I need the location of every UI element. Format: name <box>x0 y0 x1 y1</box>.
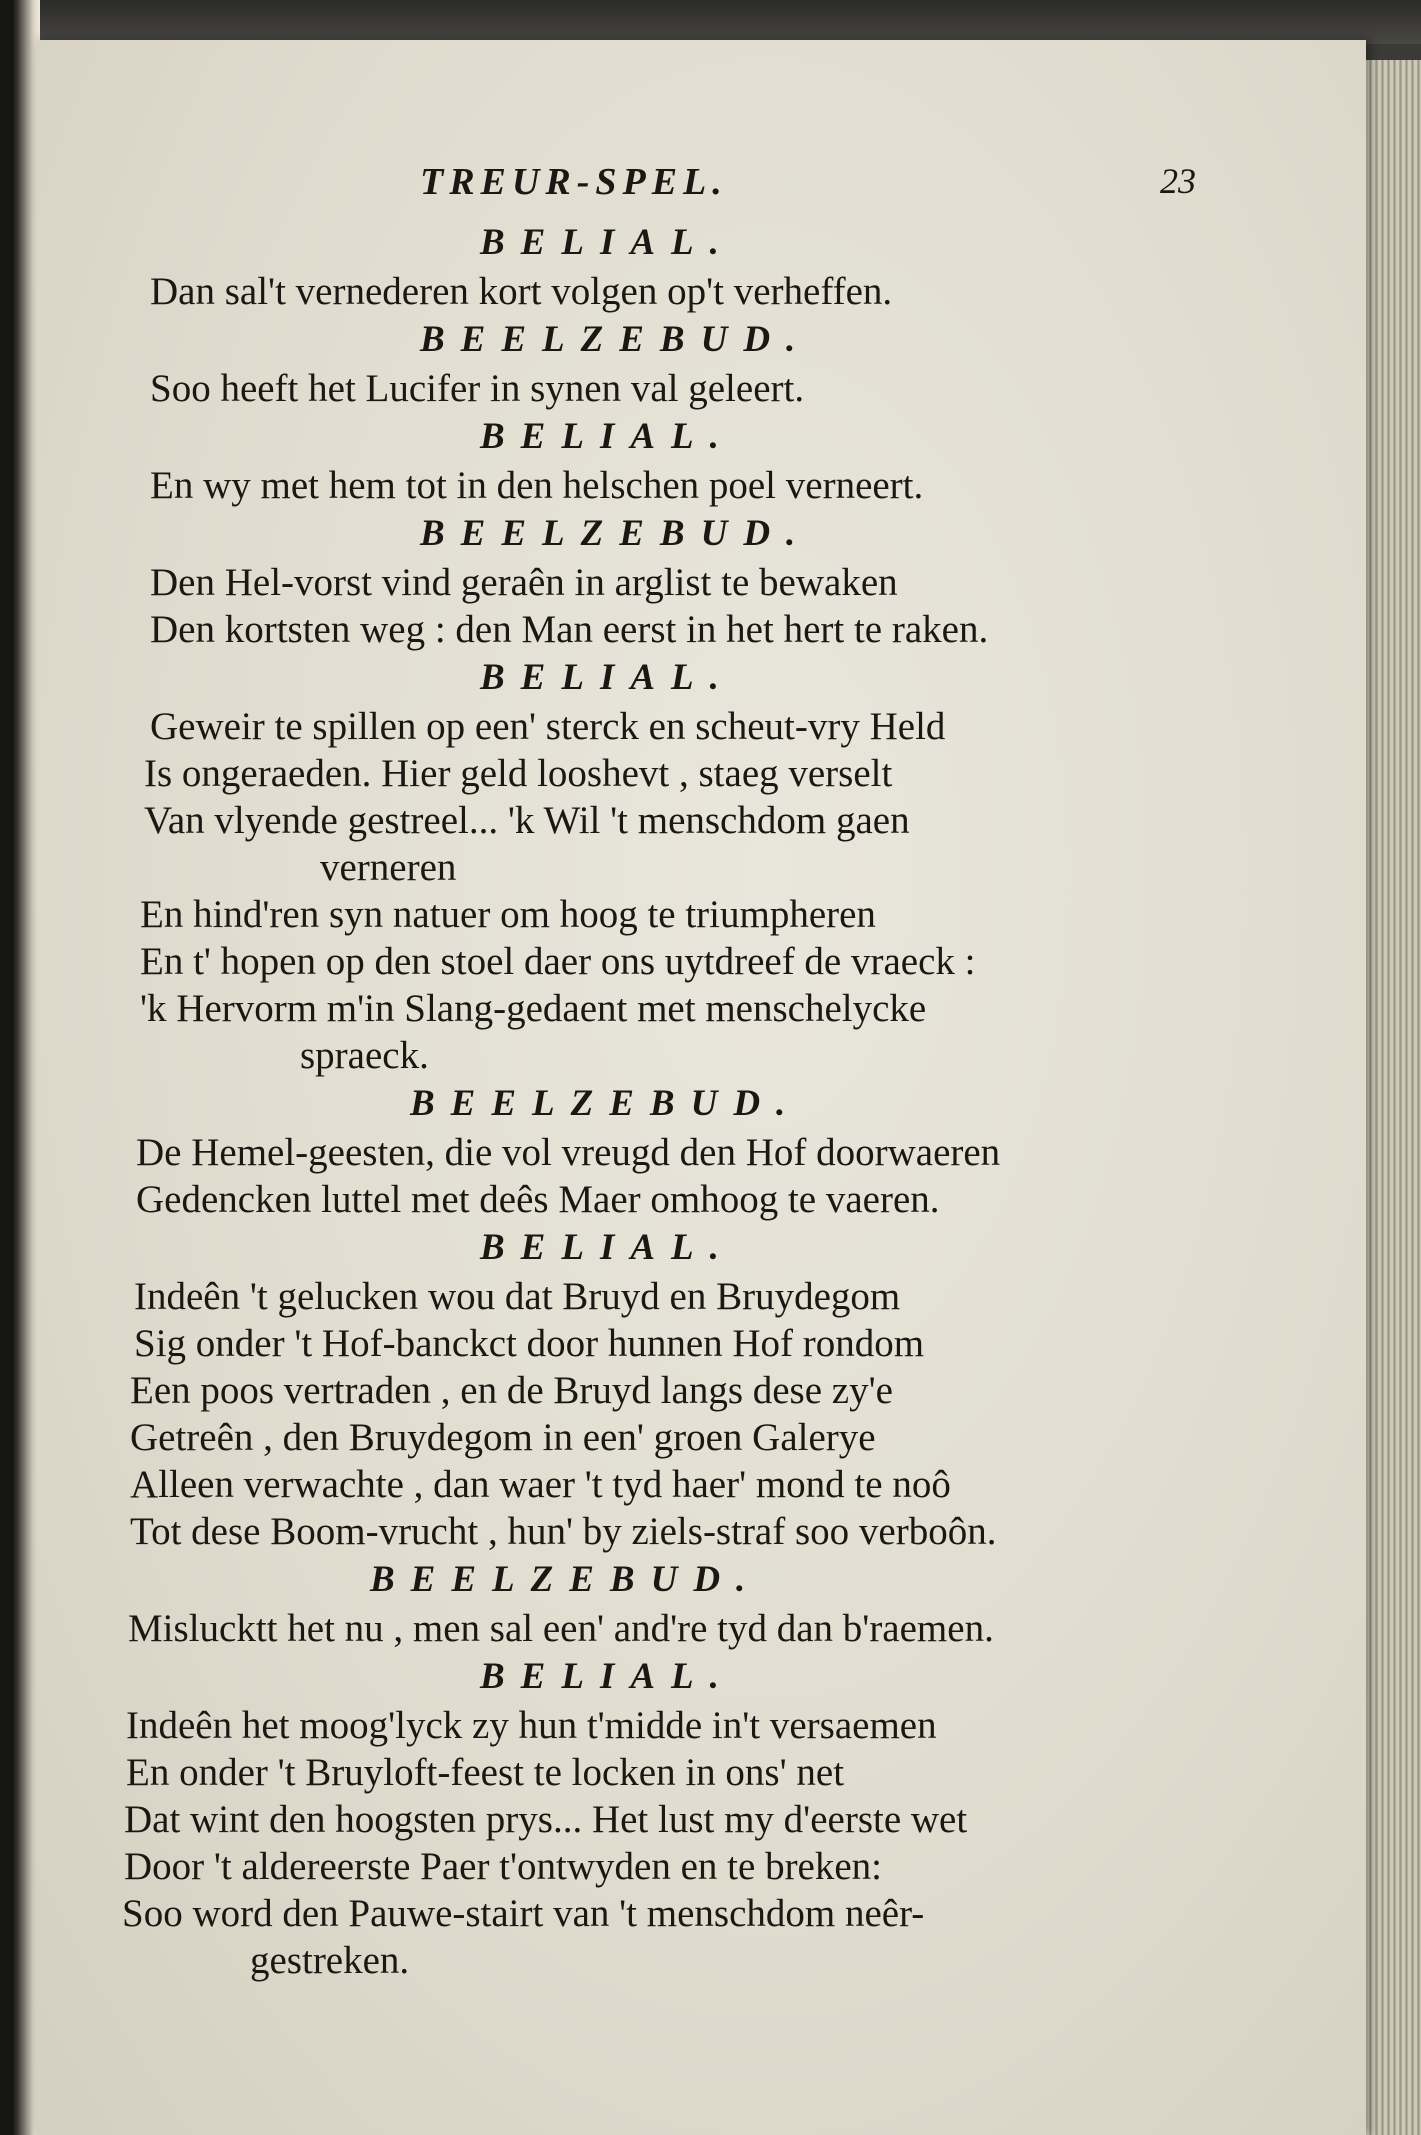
verse-line: Gedencken luttel met deês Maer omhoog te vaeren. <box>136 1178 940 1221</box>
verse-line: Indeên het moog'lyck zy hun t'midde in't versaemen <box>126 1704 937 1747</box>
verse-line: Soo heeft het Lucifer in synen val geleert. <box>150 367 805 410</box>
verse-line: Sig onder 't Hof-banckct door hunnen Hof rondom <box>134 1322 925 1365</box>
verse-line: Door 't aldereerste Paer t'ontwyden en te breken: <box>124 1845 883 1888</box>
verse-line: Tot dese Boom-vrucht , hun' by ziels-straf soo verboôn. <box>130 1510 997 1553</box>
speaker-heading: BELIAL. <box>480 1227 735 1268</box>
verse-line: Den Hel-vorst vind geraên in arglist te bewaken <box>150 561 898 604</box>
verse-line: Getreên , den Bruydegom in een' groen Galerye <box>130 1416 876 1459</box>
verse-line: Van vlyende gestreel... 'k Wil 't menschdom gaen <box>144 799 910 842</box>
verse-line: 'k Hervorm m'in Slang-gedaent met menschelycke <box>140 987 927 1030</box>
verse-line: Is ongeraeden. Hier geld looshevt , staeg verselt <box>144 752 893 795</box>
background-top <box>0 0 1421 44</box>
verse-line: Alleen verwachte , dan waer 't tyd haer' mond te noô <box>130 1463 951 1506</box>
verse-line: Dan sal't vernederen kort volgen op't verheffen. <box>150 270 893 313</box>
verse-line: En wy met hem tot in den helschen poel verneert. <box>150 464 924 507</box>
speaker-heading: BEELZEBUD. <box>410 1083 802 1124</box>
verse-line: Soo word den Pauwe-stairt van 't menschdom neêr- <box>122 1892 925 1935</box>
verse-line: Indeên 't gelucken wou dat Bruyd en Bruydegom <box>134 1275 901 1318</box>
verse-line: Geweir te spillen op een' sterck en scheut-vry Held <box>150 705 946 748</box>
verse-line: Den kortsten weg : den Man eerst in het hert te raken. <box>150 608 989 651</box>
verse-line-continuation: spraeck. <box>300 1034 429 1077</box>
page-stack-edges <box>1360 60 1421 2135</box>
speaker-heading: BEELZEBUD. <box>370 1559 762 1600</box>
page-header <box>120 160 1250 218</box>
speaker-heading: BEELZEBUD. <box>420 513 812 554</box>
speaker-heading: BELIAL. <box>480 1656 735 1697</box>
speaker-heading: BEELZEBUD. <box>420 319 812 360</box>
page-text <box>120 160 1250 1984</box>
verse-line: En t' hopen op den stoel daer ons uytdreef de vraeck : <box>140 940 976 983</box>
verse-line: Dat wint den hoogsten prys... Het lust my d'eerste wet <box>124 1798 968 1841</box>
verse-line-continuation: verneren <box>320 846 457 889</box>
speaker-heading: BELIAL. <box>480 657 735 698</box>
verse-line: En onder 't Bruyloft-feest te locken in ons' net <box>126 1751 845 1794</box>
running-head: TREUR-SPEL. <box>420 161 728 203</box>
binding-shadow <box>0 0 14 2135</box>
verse-line: De Hemel-geesten, die vol vreugd den Hof doorwaeren <box>136 1131 1001 1174</box>
verse-line: Een poos vertraden , en de Bruyd langs dese zy'e <box>130 1369 893 1412</box>
verse-line-continuation: gestreken. <box>250 1939 410 1982</box>
speaker-heading: BELIAL. <box>480 416 735 457</box>
verse-line: Mislucktt het nu , men sal een' and're tyd dan b'raemen. <box>128 1607 994 1650</box>
page-number: 23 <box>1160 161 1196 201</box>
speaker-heading: BELIAL. <box>480 222 735 263</box>
verse-line: En hind'ren syn natuer om hoog te triumpheren <box>140 893 876 936</box>
